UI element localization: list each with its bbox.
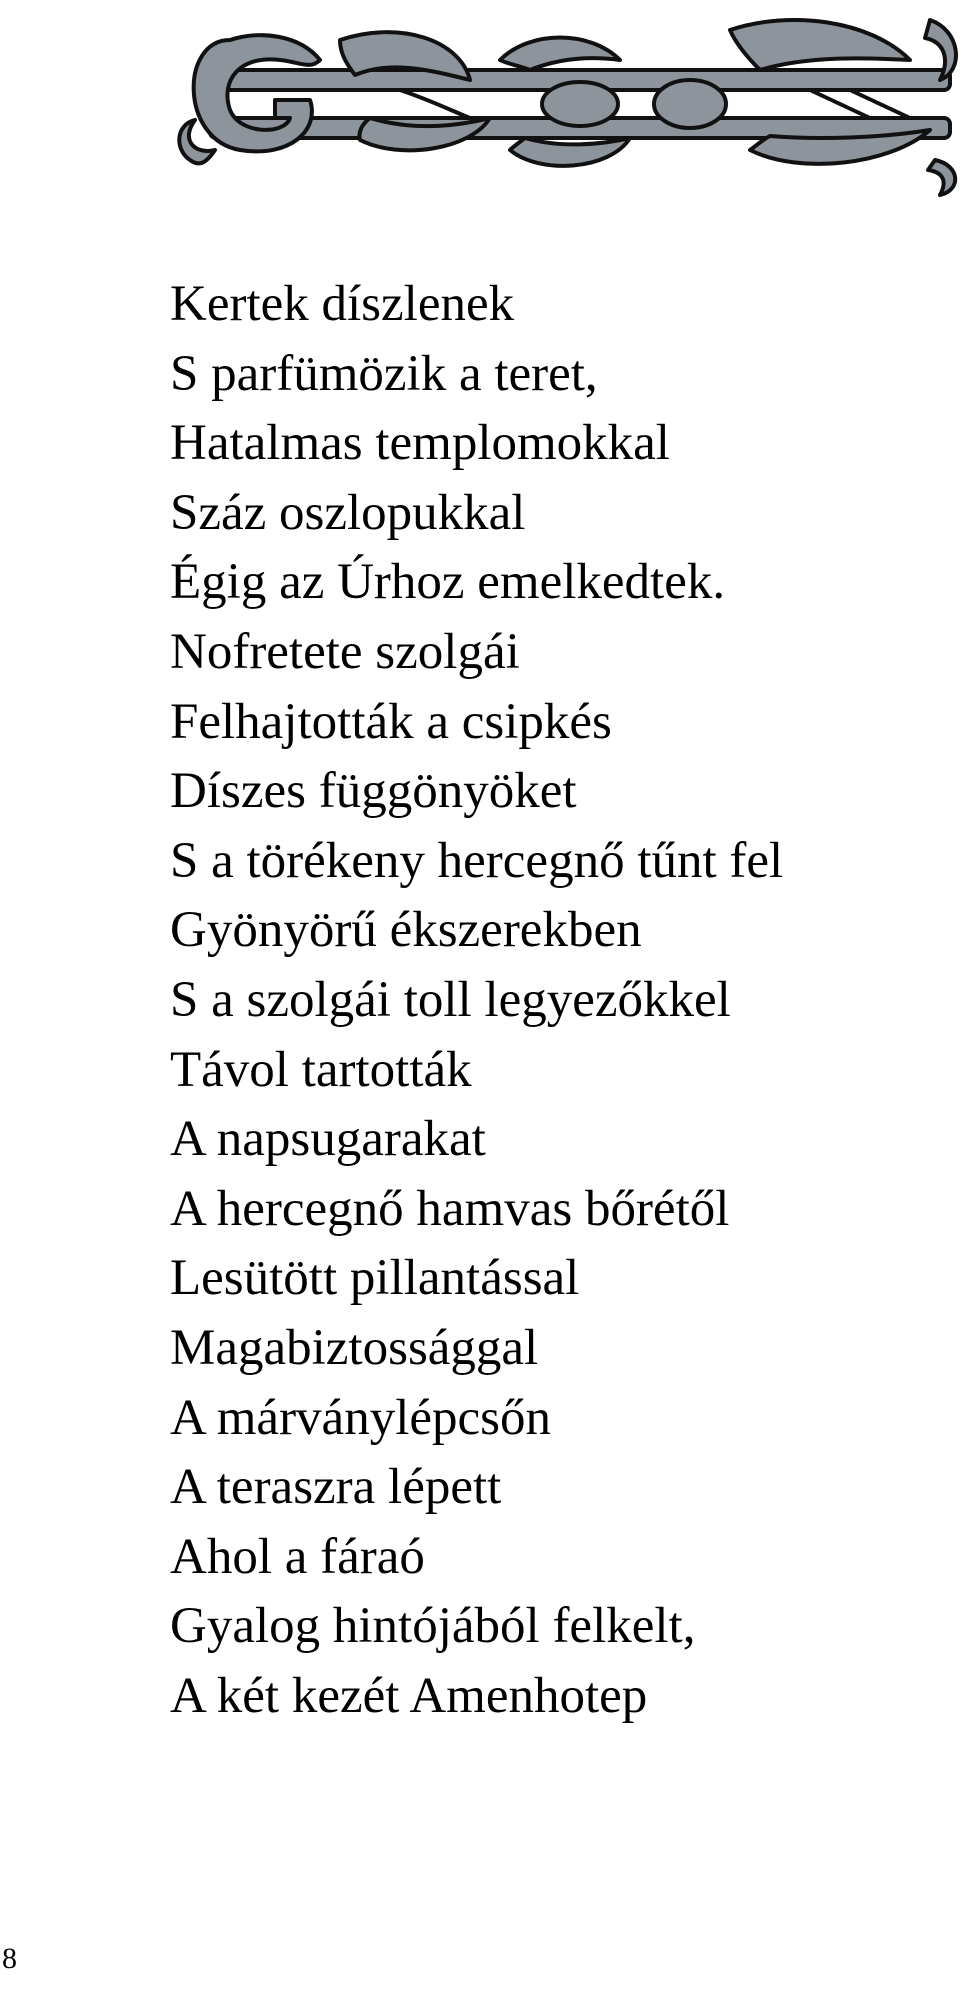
- poem-line: Száz oszlopukkal: [170, 484, 526, 541]
- decorative-ornament-icon: [170, 0, 960, 200]
- poem-line: Ahol a fáraó: [170, 1528, 425, 1585]
- poem-line: Magabiztossággal: [170, 1319, 539, 1376]
- poem-line: Nofretete szolgái: [170, 623, 520, 680]
- poem-text: [170, 270, 783, 1731]
- poem-line: A márványlépcsőn: [170, 1389, 551, 1446]
- poem-line: Gyalog hintójából felkelt,: [170, 1598, 696, 1655]
- poem-line: A teraszra lépett: [170, 1459, 502, 1516]
- poem-line: A két kezét Amenhotep: [170, 1667, 648, 1724]
- poem-line: S a szolgái toll legyezőkkel: [170, 971, 731, 1028]
- poem-line: A napsugarakat: [170, 1111, 486, 1168]
- page-number: 8: [2, 1942, 17, 1975]
- poem-line: Díszes függönyöket: [170, 763, 577, 820]
- poem-line: S parfümözik a teret,: [170, 345, 598, 402]
- poem-line: Lesütött pillantással: [170, 1250, 580, 1307]
- poem-line: Égig az Úrhoz emelkedtek.: [170, 554, 726, 611]
- poem-line: S a törékeny hercegnő tűnt fel: [170, 832, 784, 889]
- poem-line: Kertek díszlenek: [170, 276, 515, 332]
- poem-line: Távol tartották: [170, 1041, 472, 1098]
- poem-line: Hatalmas templomokkal: [170, 415, 670, 472]
- poem-line: A hercegnő hamvas bőrétől: [170, 1180, 730, 1237]
- poem-line: Felhajtották a csipkés: [170, 693, 612, 750]
- poem-line: Gyönyörű ékszerekben: [170, 902, 642, 959]
